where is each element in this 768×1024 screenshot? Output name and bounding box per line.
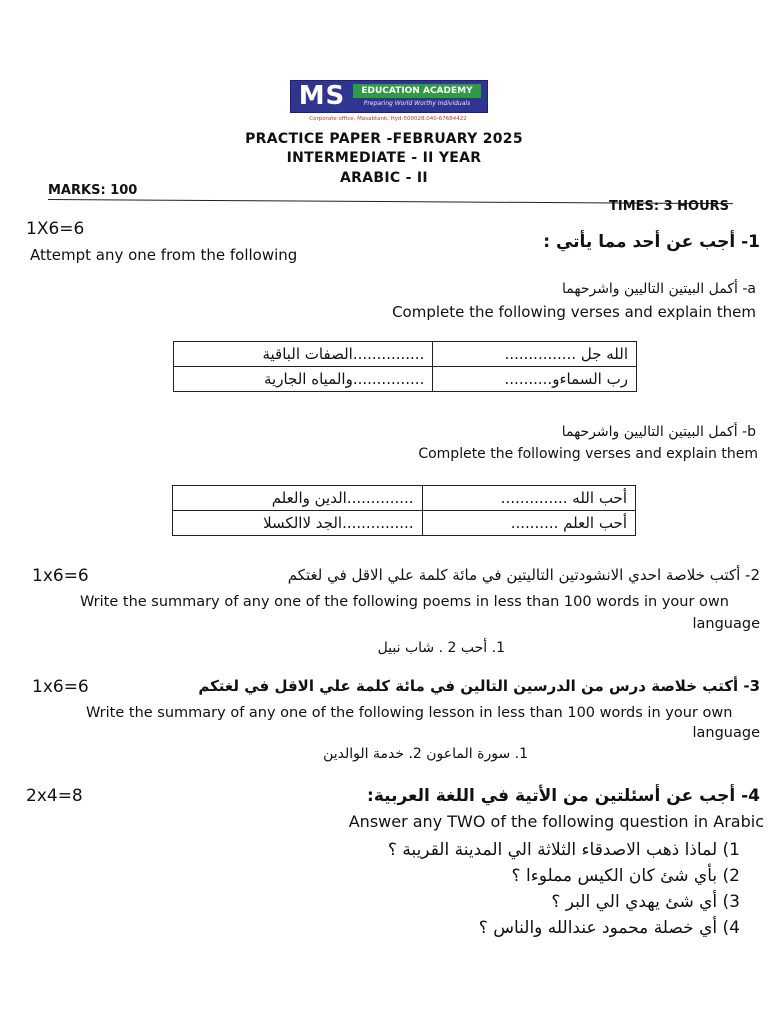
verse-second-half: ..............الدين والعلم — [173, 486, 423, 511]
table-row — [173, 486, 636, 511]
q2-options: 1. أحب 2 . شاب نبيل — [377, 640, 505, 656]
q4-english: Answer any TWO of the following question in Arabic — [348, 812, 764, 831]
q4-arabic: 4- أجب عن أسئلتين من الأتية في اللغة العربية: — [367, 786, 760, 806]
verse-first-half: أحب الله .............. — [422, 486, 635, 511]
q3-options: 1. سورة الماعون 2. خدمة الوالدين — [323, 746, 528, 762]
q1-marks: 1X6=6 — [26, 219, 85, 239]
q1a-arabic: a- أكمل البيتين التاليين واشرحهما — [562, 281, 756, 297]
q1a-english: Complete the following verses and explain them — [392, 303, 756, 321]
q2-english-line2: language — [692, 616, 760, 632]
paper-subject: ARABIC - II — [340, 170, 428, 186]
verse-first-half: رب السماءو.......... — [433, 367, 637, 392]
q1-english: Attempt any one from the following — [30, 246, 298, 264]
table-row — [173, 511, 636, 536]
verse-first-half: أحب العلم .......... — [422, 511, 635, 536]
logo-ms: MS — [291, 81, 353, 112]
paper-title: PRACTICE PAPER -FEBRUARY 2025 — [245, 131, 523, 147]
table-row — [174, 342, 637, 367]
q4-item-1: 1) لماذا ذهب الاصدقاء الثلاثة الي المدينة القريبة ؟ — [387, 840, 740, 860]
table-row — [174, 367, 637, 392]
verse-first-half: الله جل ............... — [433, 342, 637, 367]
q4-item-3: 3) أي شئ يهدي الي البر ؟ — [551, 892, 740, 912]
paper-level: INTERMEDIATE - II YEAR — [286, 150, 482, 166]
logo-name: EDUCATION ACADEMY — [353, 84, 481, 98]
academy-logo — [290, 80, 488, 113]
verse-second-half: ...............والمياه الجارية — [174, 367, 433, 392]
q1b-english: Complete the following verses and explain them — [418, 446, 758, 462]
q3-marks: 1x6=6 — [32, 677, 89, 697]
logo-tagline: Preparing World Worthy Individuals — [363, 100, 471, 107]
verse-second-half: ...............الصفات الباقية — [174, 342, 433, 367]
verse-second-half: ...............الجد لاالكسلا — [173, 511, 423, 536]
q4-item-4: 4) أي خصلة محمود عندالله والناس ؟ — [478, 918, 740, 938]
q3-arabic: 3- أكتب خلاصة درس من الدرسين التالين في مائة كلمة علي الاقل في لغتكم — [198, 677, 760, 695]
q4-marks: 2x4=8 — [26, 786, 83, 806]
max-marks: MARKS: 100 — [48, 183, 138, 198]
corporate-address: Corporate office, Masabtank, Hyd-500028.040-67684422 — [309, 116, 467, 122]
exam-duration: TIMES: 3 HOURS — [609, 199, 730, 214]
q1b-verses-table — [172, 485, 636, 536]
q3-english-line1: Write the summary of any one of the following lesson in less than 100 words in your own — [86, 705, 733, 721]
q1b-arabic: b- أكمل البيتين التاليين واشرحهما — [561, 424, 756, 440]
q2-english-line1: Write the summary of any one of the following poems in less than 100 words in your own — [80, 594, 729, 610]
q4-item-2: 2) بأي شئ كان الكيس مملوءا ؟ — [511, 866, 740, 886]
q1a-verses-table — [173, 341, 637, 392]
q2-arabic: 2- أكتب خلاصة احدي الانشودتين التاليتين في مائة كلمة علي الاقل في لغتكم — [287, 566, 760, 584]
q1-arabic: 1- أجب عن أحد مما يأتي : — [543, 232, 760, 252]
q2-marks: 1x6=6 — [32, 566, 89, 586]
q3-english-line2: language — [692, 725, 760, 741]
